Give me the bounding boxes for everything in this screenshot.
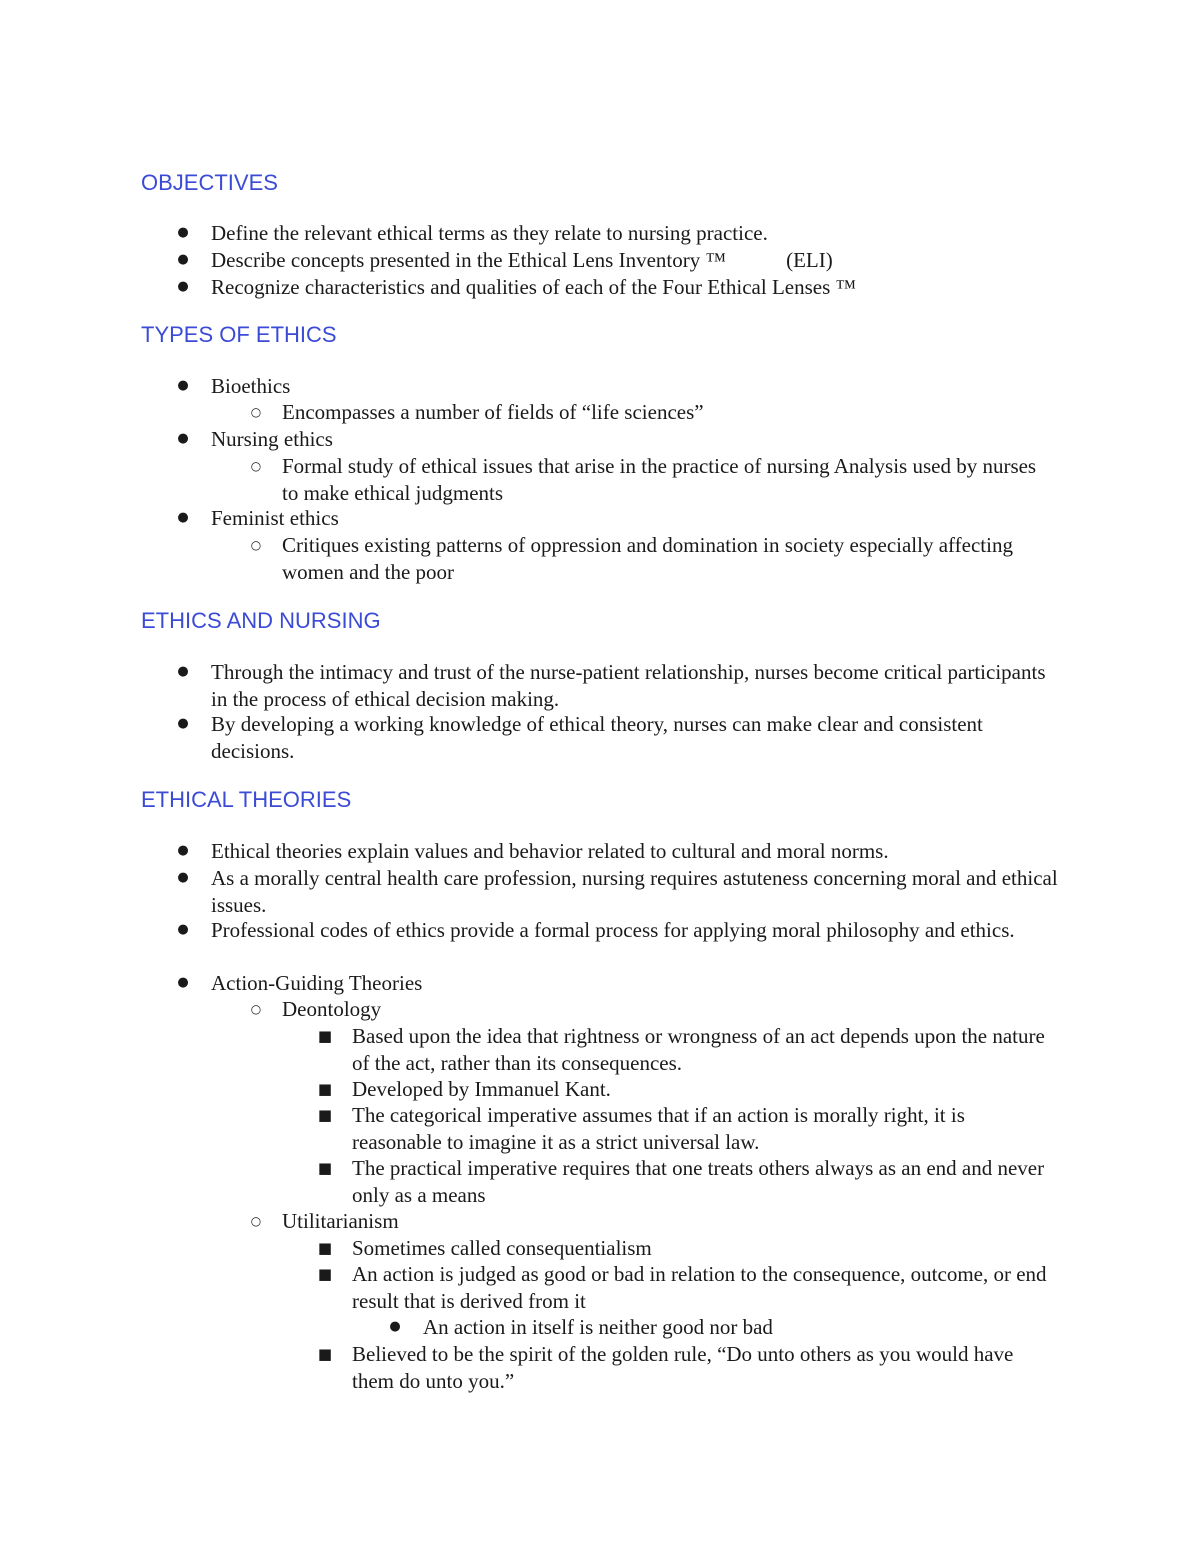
bullet-square-icon: ■ bbox=[317, 1106, 333, 1124]
list-item: ● Through the intimacy and trust of the nurse-patient relationship, nurses become critical participants in the process of ethical decision making. bbox=[211, 659, 1061, 712]
list-item: ○ Critiques existing patterns of oppression and domination in society especially affecting women and the poor bbox=[282, 532, 1052, 585]
bullet-disc-icon: ● bbox=[177, 279, 189, 294]
list-item: ● Professional codes of ethics provide a formal process for applying moral philosophy and ethics. bbox=[211, 917, 1061, 944]
bullet-circle-icon: ○ bbox=[250, 1002, 262, 1016]
section-heading-ethical-theories: ETHICAL THEORIES bbox=[141, 787, 352, 812]
list-item: ● Ethical theories explain values and behavior related to cultural and moral norms. bbox=[211, 838, 1061, 865]
bullet-disc-icon: ● bbox=[177, 431, 189, 446]
list-item: ● By developing a working knowledge of ethical theory, nurses can make clear and consistent decisions. bbox=[211, 711, 1061, 764]
bullet-square-icon: ■ bbox=[317, 1345, 333, 1363]
bullet-circle-icon: ○ bbox=[250, 459, 262, 473]
bullet-square-icon: ■ bbox=[317, 1239, 333, 1257]
list-item: ○ Deontology bbox=[282, 996, 1052, 1023]
bullet-disc-icon: ● bbox=[177, 975, 189, 990]
list-item: ● An action in itself is neither good nor bad bbox=[423, 1314, 1053, 1341]
bullet-disc-icon: ● bbox=[177, 870, 189, 885]
bullet-circle-icon: ○ bbox=[250, 1214, 262, 1228]
bullet-square-icon: ■ bbox=[317, 1080, 333, 1098]
bullet-disc-icon: ● bbox=[177, 225, 189, 240]
list-item: ● Bioethics bbox=[211, 373, 1061, 400]
bullet-disc-icon: ● bbox=[177, 510, 189, 525]
bullet-square-icon: ■ bbox=[317, 1159, 333, 1177]
list-item: ■ Developed by Immanuel Kant. bbox=[352, 1076, 1052, 1103]
list-item: ■ The practical imperative requires that one treats others always as an end and never only as a means bbox=[352, 1155, 1052, 1208]
list-item: ○ Formal study of ethical issues that arise in the practice of nursing Analysis used by nurses to make ethical judgments bbox=[282, 453, 1052, 506]
list-item: ● Recognize characteristics and qualities of each of the Four Ethical Lenses ™ bbox=[211, 274, 1061, 301]
section-heading-objectives: OBJECTIVES bbox=[141, 170, 278, 195]
bullet-disc-icon: ● bbox=[177, 378, 189, 393]
bullet-disc-icon: ● bbox=[177, 664, 189, 679]
bullet-square-icon: ■ bbox=[317, 1027, 333, 1045]
list-item: ■ The categorical imperative assumes that if an action is morally right, it is reasonable to imagine it as a strict universal law. bbox=[352, 1102, 1052, 1155]
bullet-disc-icon: ● bbox=[177, 843, 189, 858]
list-item: ■ An action is judged as good or bad in relation to the consequence, outcome, or end result that is derived from it bbox=[352, 1261, 1052, 1314]
list-item: ○ Encompasses a number of fields of “life sciences” bbox=[282, 399, 1052, 426]
bullet-disc-icon: ● bbox=[389, 1319, 401, 1334]
section-heading-types-of-ethics: TYPES OF ETHICS bbox=[141, 322, 337, 347]
list-item: ● Nursing ethics bbox=[211, 426, 1061, 453]
bullet-circle-icon: ○ bbox=[250, 405, 262, 419]
list-item: ■ Sometimes called consequentialism bbox=[352, 1235, 1052, 1262]
list-item: ● Feminist ethics bbox=[211, 505, 1061, 532]
list-item: ● Action-Guiding Theories bbox=[211, 970, 1061, 997]
list-item: ● Define the relevant ethical terms as they relate to nursing practice. bbox=[211, 220, 1061, 247]
bullet-circle-icon: ○ bbox=[250, 538, 262, 552]
bullet-disc-icon: ● bbox=[177, 922, 189, 937]
list-item: ● As a morally central health care profession, nursing requires astuteness concerning moral and ethical issues. bbox=[211, 865, 1061, 918]
list-item: ○ Utilitarianism bbox=[282, 1208, 1052, 1235]
bullet-disc-icon: ● bbox=[177, 716, 189, 731]
section-heading-ethics-and-nursing: ETHICS AND NURSING bbox=[141, 608, 381, 633]
bullet-square-icon: ■ bbox=[317, 1265, 333, 1283]
list-item: ■ Based upon the idea that rightness or wrongness of an act depends upon the nature of the act, rather than its consequences. bbox=[352, 1023, 1052, 1076]
list-item: ● Describe concepts presented in the Ethical Lens Inventory ™ (ELI) bbox=[211, 247, 1061, 274]
bullet-disc-icon: ● bbox=[177, 252, 189, 267]
list-item: ■ Believed to be the spirit of the golden rule, “Do unto others as you would have them do unto you.” bbox=[352, 1341, 1052, 1394]
